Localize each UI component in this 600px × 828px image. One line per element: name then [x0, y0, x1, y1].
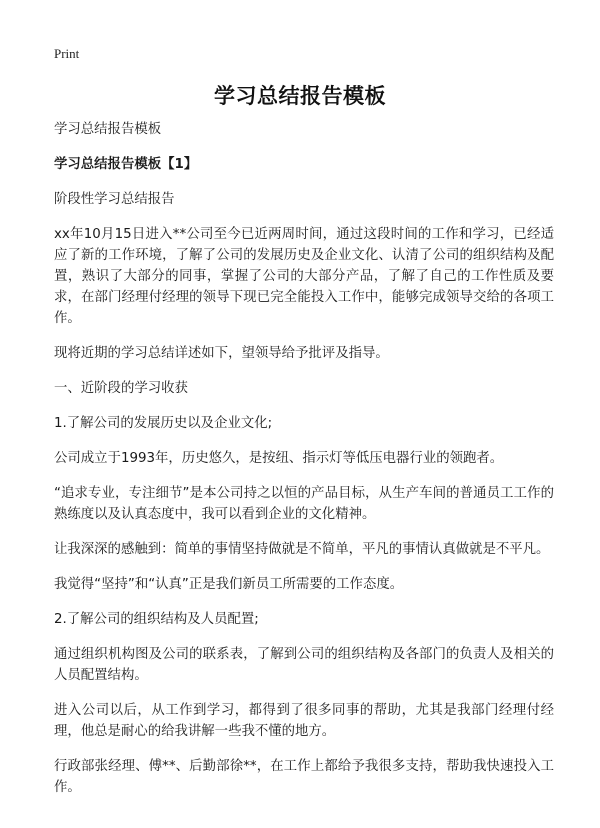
- body-paragraph: 让我深深的感触到：简单的事情坚持做就是不简单，平凡的事情认真做就是不平凡。: [54, 542, 550, 557]
- list-item-heading: 2.了解公司的组织结构及人员配置;: [54, 612, 259, 627]
- print-label: Print: [54, 46, 80, 61]
- list-heading: 一、近阶段的学习收获: [54, 381, 188, 396]
- body-paragraph: 行政部张经理、傅**、后勤部徐**，在工作上都给予我很多支持，帮助我快速投入工作。: [54, 759, 554, 795]
- subtitle-paragraph: 学习总结报告模板: [54, 122, 162, 137]
- body-paragraph: 现将近期的学习总结详述如下，望领导给予批评及指导。: [54, 346, 389, 361]
- body-paragraph: xx年10月15日进入**公司至今已近两周时间，通过这段时间的工作和学习，已经适应了新的工作环境，了解了公司的发展历史及企业文化、认清了公司的组织结构及配置，熟识了大部分的同事，掌握了公司的大部分产品，了解了自己的工作性质及要求，在部门经理付经理的领导下现已完全能投入工作中，能够完成领导交给的各项工作。: [54, 227, 554, 326]
- body-paragraph: 公司成立于1993年，历史悠久，是按纽、指示灯等低压电器行业的领跑者。: [54, 451, 504, 466]
- body-paragraph: “追求专业，专注细节”是本公司持之以恒的产品目标，从生产车间的普通员工工作的熟练度以及认真态度中，我可以看到企业的文化精神。: [54, 486, 554, 522]
- list-item-heading: 1.了解公司的发展历史以及企业文化;: [54, 416, 273, 431]
- body-paragraph: 通过组织机构图及公司的联系表，了解到公司的组织结构及各部门的负责人及相关的人员配置结构。: [54, 647, 554, 683]
- report-subheading: 阶段性学习总结报告: [54, 192, 175, 207]
- body-paragraph: 进入公司以后，从工作到学习，都得到了很多同事的帮助，尤其是我部门经理付经理，他总是耐心的给我讲解一些我不懂的地方。: [54, 703, 554, 739]
- body-paragraph: 我觉得“坚持”和“认真”正是我们新员工所需要的工作态度。: [54, 577, 404, 592]
- section-heading: 学习总结报告模板【1】: [54, 157, 198, 172]
- document-title: 学习总结报告模板: [214, 84, 386, 108]
- document-body: [54, 119, 554, 812]
